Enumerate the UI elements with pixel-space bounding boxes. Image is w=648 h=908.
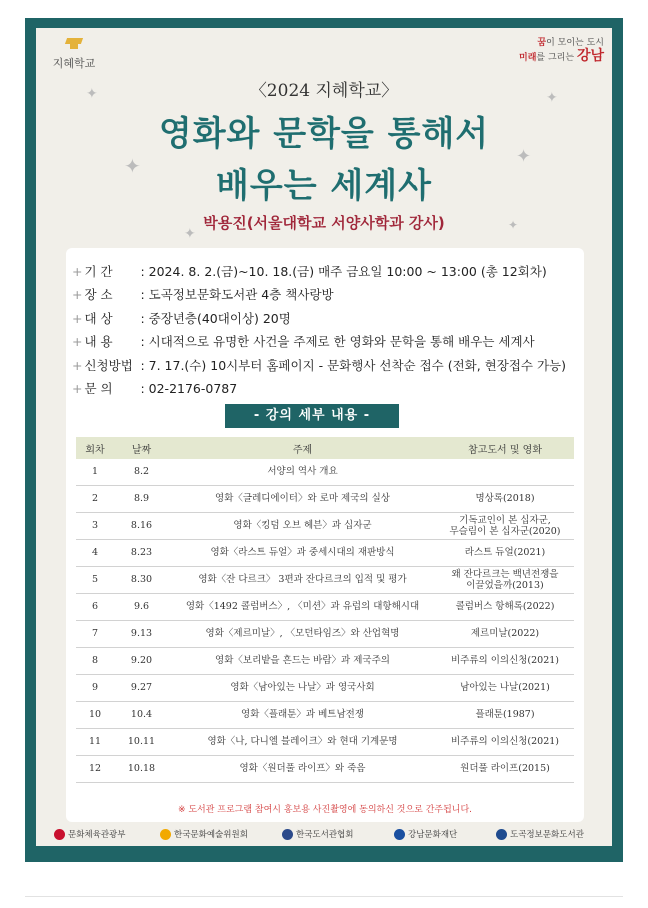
cell-ref: 제르미날(2022): [436, 621, 574, 648]
taegeuk-icon: [54, 829, 65, 840]
cell-topic: 영화〈킹덤 오브 헤븐〉과 십자군: [169, 513, 436, 540]
table-row: [76, 486, 574, 513]
info-row-target: + 대 상 : 중장년층(40대이상) 20명: [72, 310, 291, 326]
cell-date: 10.4: [114, 702, 169, 729]
sparkle-icon: ✦: [546, 90, 558, 106]
subtitle: 〈2024 지혜학교〉: [249, 81, 399, 101]
cell-no: 12: [76, 756, 114, 783]
table-row: [76, 702, 574, 729]
cell-no: 5: [76, 567, 114, 594]
cell-date: 9.13: [114, 621, 169, 648]
cell-no: 1: [76, 459, 114, 486]
cell-date: 10.18: [114, 756, 169, 783]
jihye-school-logo: [44, 38, 104, 71]
info-list: [72, 260, 566, 400]
logo-text: 지혜학교: [52, 57, 96, 70]
foundation-icon: [394, 829, 405, 840]
graduation-cap-icon: [66, 38, 82, 50]
table-row: [76, 513, 574, 540]
poster: [36, 28, 612, 846]
footer-logo-gangnam-foundation: 강남문화재단: [394, 828, 457, 840]
library-icon: [496, 829, 507, 840]
footer-logo-arko: 한국문화예술위원회: [160, 828, 248, 840]
lecture-table: [76, 437, 574, 783]
cell-date: 8.16: [114, 513, 169, 540]
sparkle-icon: ✦: [508, 218, 519, 232]
title-line-1: 영화와 문학을 통해서: [158, 114, 490, 154]
cell-no: 8: [76, 648, 114, 675]
cell-topic: 영화〈남아있는 나날〉과 영국사회: [169, 675, 436, 702]
cell-topic: 영화〈라스트 듀얼〉과 중세시대의 재판방식: [169, 540, 436, 567]
table-row: [76, 567, 574, 594]
info-panel: [66, 248, 584, 822]
header-cell-ref: 참고도서 및 영화: [436, 437, 574, 459]
arko-icon: [160, 829, 171, 840]
cell-date: 9.6: [114, 594, 169, 621]
cell-topic: 영화〈플래툰〉과 베트남전쟁: [169, 702, 436, 729]
plus-icon: +: [72, 357, 83, 373]
table-row: [76, 675, 574, 702]
cell-ref: 라스트 듀얼(2021): [436, 540, 574, 567]
sparkle-icon: ✦: [86, 86, 98, 102]
cell-date: 9.20: [114, 648, 169, 675]
cell-no: 11: [76, 729, 114, 756]
cell-topic: 영화〈잔 다르크〉 3편과 잔다르크의 입적 및 평가: [169, 567, 436, 594]
section-title: - 강의 세부 내용 -: [225, 404, 399, 428]
cell-topic: 영화〈제르미날〉, 〈모던타임즈〉와 산업혁명: [169, 621, 436, 648]
footer-logos: [36, 828, 612, 842]
cell-topic: 영화〈보리밭을 흔드는 바람〉과 제국주의: [169, 648, 436, 675]
table-row: [76, 594, 574, 621]
plus-icon: +: [72, 310, 83, 326]
table-row: [76, 756, 574, 783]
page-divider: [25, 896, 623, 897]
lecturer: 박용진(서울대학교 서양사학과 강사): [203, 214, 445, 232]
photo-notice: ※ 도서관 프로그램 참여시 홍보용 사진촬영에 동의하신 것으로 간주됩니다.: [177, 805, 473, 815]
cell-topic: 영화〈글레디에이터〉와 로마 제국의 실상: [169, 486, 436, 513]
sparkle-icon: ✦: [124, 154, 141, 178]
table-row: [76, 621, 574, 648]
info-row-apply: + 신청방법 : 7. 17.(수) 10시부터 홈페이지 - 문화행사 선착순 접수 (전화, 현장접수 가능): [72, 357, 566, 373]
cell-no: 2: [76, 486, 114, 513]
cell-ref: 남아있는 나날(2021): [436, 675, 574, 702]
info-row-period: + 기 간 : 2024. 8. 2.(금)~10. 18.(금) 매주 금요일 10:00 ~ 13:00 (총 12회차): [72, 264, 547, 279]
cell-date: 10.11: [114, 729, 169, 756]
sparkle-icon: ✦: [184, 226, 196, 242]
cell-no: 4: [76, 540, 114, 567]
cell-no: 7: [76, 621, 114, 648]
footer-logo-kla: 한국도서관협회: [282, 828, 353, 840]
header-cell-no: 회차: [76, 437, 114, 459]
plus-icon: +: [72, 264, 83, 279]
cell-ref: 왜 잔다르크는 백년전쟁을 이끌었을까(2013): [436, 567, 574, 594]
cell-ref: 콜럼버스 항해록(2022): [436, 594, 574, 621]
cell-ref: 원더풀 라이프(2015): [436, 756, 574, 783]
cell-date: 8.2: [114, 459, 169, 486]
cell-ref: 비주류의 이의신청(2021): [436, 648, 574, 675]
cell-no: 9: [76, 675, 114, 702]
table-row: [76, 540, 574, 567]
cell-date: 8.9: [114, 486, 169, 513]
header-cell-date: 날짜: [114, 437, 169, 459]
cell-no: 6: [76, 594, 114, 621]
cell-date: 8.30: [114, 567, 169, 594]
cell-topic: 영화〈나, 다니엘 블레이크〉와 현대 기계문명: [169, 729, 436, 756]
title-line-2: 배우는 세계사: [216, 166, 432, 206]
header-cell-topic: 주제: [169, 437, 436, 459]
cell-no: 10: [76, 702, 114, 729]
cell-topic: 영화〈원더풀 라이프〉와 죽음: [169, 756, 436, 783]
plus-icon: +: [72, 334, 83, 350]
table-header-row: [76, 437, 574, 459]
cell-date: 9.27: [114, 675, 169, 702]
table-row: [76, 648, 574, 675]
cell-ref: 비주류의 이의신청(2021): [436, 729, 574, 756]
cell-no: 3: [76, 513, 114, 540]
cell-ref: 명상록(2018): [436, 486, 574, 513]
kla-icon: [282, 829, 293, 840]
info-row-content: + 내 용 : 시대적으로 유명한 사건을 주제로 한 영화와 문학을 통해 배우는 세계사: [72, 334, 535, 350]
plus-icon: +: [72, 381, 83, 397]
gangnam-logo: 꿈이 모이는 도시 미래를 그리는 강남: [519, 38, 604, 65]
footer-logo-dogok-library: 도곡정보문화도서관: [496, 828, 584, 840]
cell-ref: [436, 459, 574, 486]
cell-topic: 서양의 역사 개요: [169, 459, 436, 486]
plus-icon: +: [72, 287, 83, 303]
cell-date: 8.23: [114, 540, 169, 567]
cell-topic: 영화〈1492 콜럼버스〉, 〈미션〉과 유럽의 대항해시대: [169, 594, 436, 621]
table-row: [76, 729, 574, 756]
info-row-place: + 장 소 : 도곡정보문화도서관 4층 책사랑방: [72, 287, 334, 303]
sparkle-icon: ✦: [516, 146, 532, 167]
cell-ref: 기독교인이 본 십자군, 무슬림이 본 십자군(2020): [436, 513, 574, 540]
table-row: [76, 459, 574, 486]
footer-logo-mcst: 문화체육관광부: [54, 828, 125, 840]
cell-ref: 플래툰(1987): [436, 702, 574, 729]
info-row-contact: + 문 의 : 02-2176-0787: [72, 381, 238, 397]
